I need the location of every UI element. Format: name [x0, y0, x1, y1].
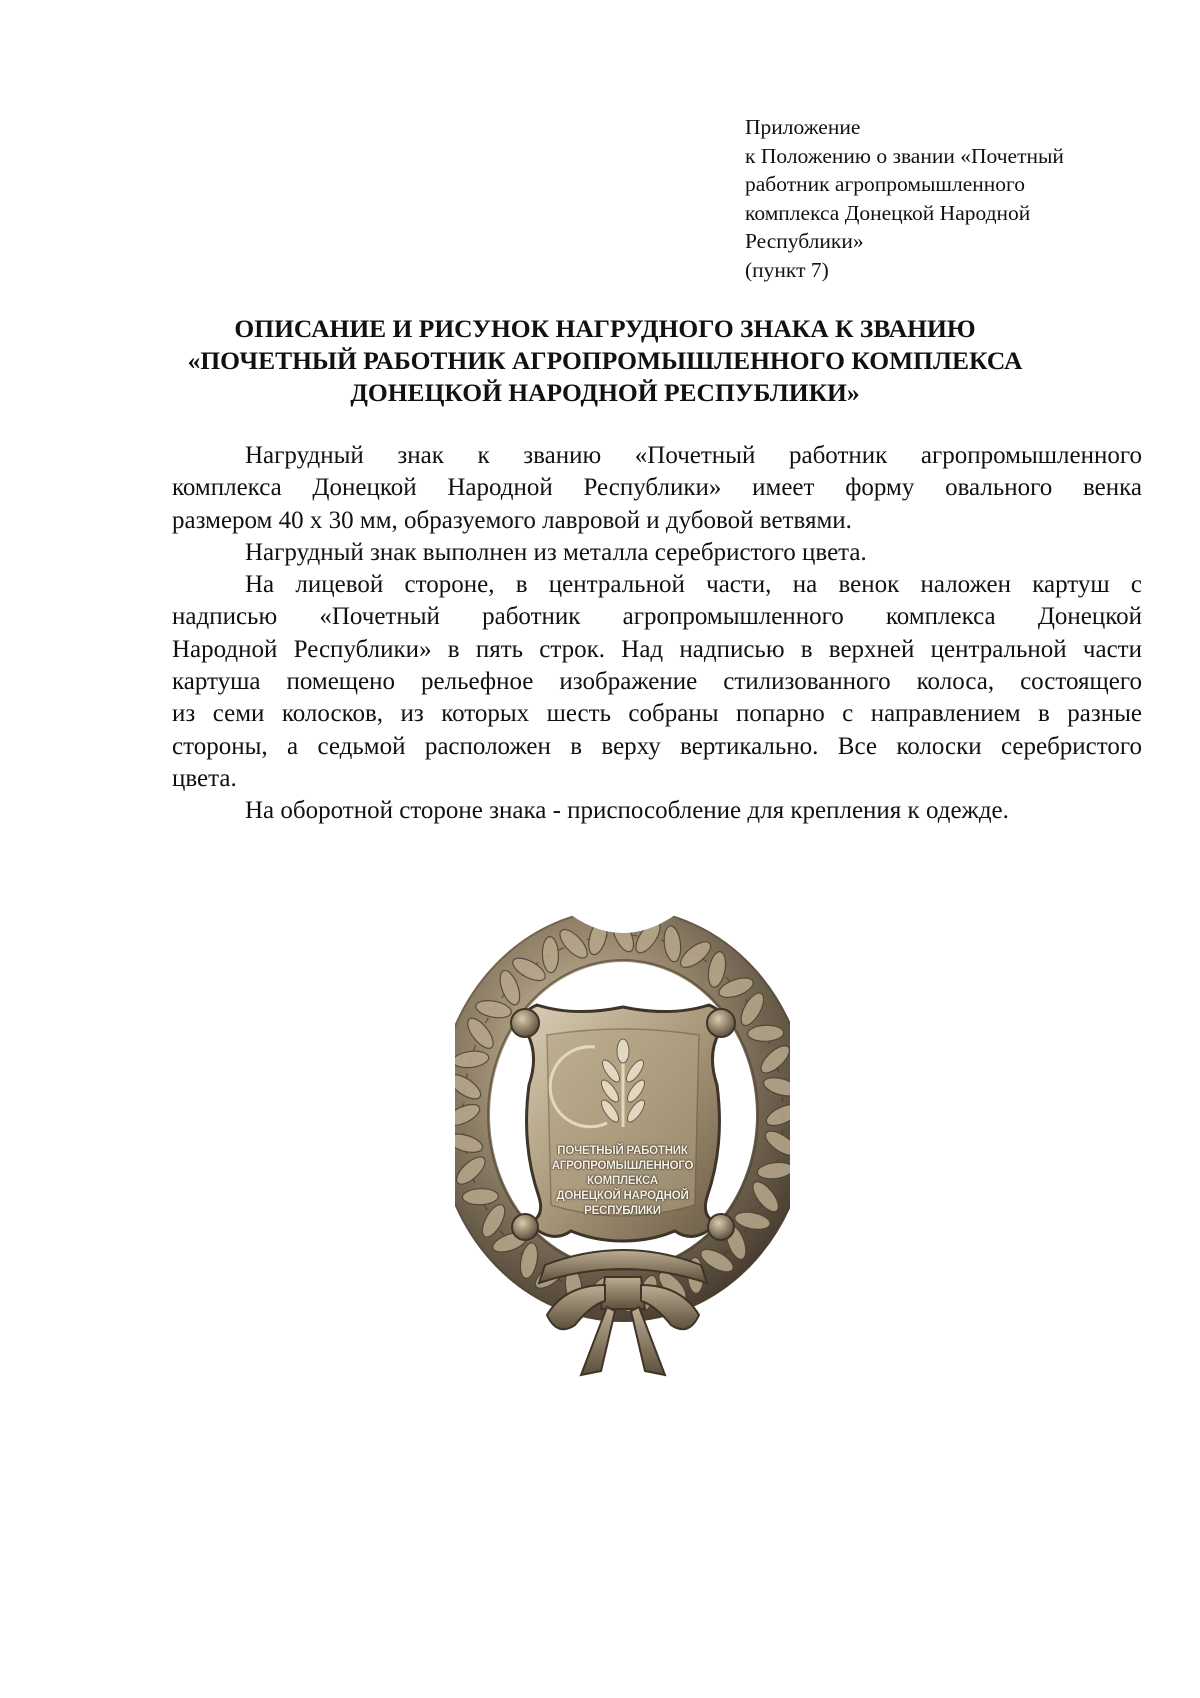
appendix-line: (пункт 7) — [745, 257, 829, 282]
paragraph-line: На оборотной стороне знака - приспособление для крепления к одежде. — [245, 797, 1009, 825]
appendix-line: работник агропромышленного — [745, 172, 1026, 196]
paragraph-line: Нагрудный знак выполнен из металла серебристого цвета. — [245, 538, 867, 566]
appendix-line: комплекса Донецкой Народной — [745, 200, 1031, 225]
paragraph-line: стороны, а седьмой расположен в верху вертикально. Все колоски серебристого — [172, 732, 1142, 760]
document-title — [150, 313, 1060, 409]
paragraph-line: из семи колосков, из которых шесть собраны попарно с направлением в разные — [172, 700, 1142, 728]
inscription-line: РЕСПУБЛИКИ — [584, 1205, 661, 1217]
appendix-line: Приложение — [745, 115, 861, 139]
inscription-line: АГРОПРОМЫШЛЕННОГО — [551, 1160, 694, 1172]
inscription-line: ПОЧЕТНЫЙ РАБОТНИК — [557, 1145, 688, 1157]
title-line: ДОНЕЦКОЙ НАРОДНОЙ РЕСПУБЛИКИ» — [350, 378, 860, 407]
title-line: «ПОЧЕТНЫЙ РАБОТНИК АГРОПРОМЫШЛЕННОГО КОМПЛЕКСА — [187, 346, 1023, 375]
paragraph-line: На лицевой стороне, в центральной части, на венок наложен картуш с — [245, 571, 1142, 599]
paragraph-line: Нагрудный знак к званию «Почетный работник агропромышленного — [245, 442, 1142, 469]
paragraph-line: надписью «Почетный работник агропромышленного комплекса Донецкой — [172, 603, 1142, 631]
paragraph-line: комплекса Донецкой Народной Республики» имеет форму овального венка — [172, 474, 1142, 502]
inscription-line: ДОНЕЦКОЙ НАРОДНОЙ — [556, 1190, 689, 1202]
title-line: ОПИСАНИЕ И РИСУНОК НАГРУДНОГО ЗНАКА К ЗВАНИЮ — [234, 314, 976, 343]
badge-image — [455, 905, 790, 1395]
appendix-line: Республики» — [745, 229, 864, 253]
description-text — [172, 440, 1142, 828]
paragraph-line: цвета. — [172, 764, 237, 792]
appendix-block — [745, 113, 1165, 284]
paragraph-line: размером 40 х 30 мм, образуемого лавровой и дубовой ветвями. — [172, 506, 852, 534]
paragraph-line: картуша помещено рельефное изображение стилизованного колоса, состоящего — [172, 668, 1142, 696]
appendix-line: к Положению о звании «Почетный — [745, 143, 1064, 168]
paragraph-line: Народной Республики» в пять строк. Над надписью в верхней центральной части — [172, 635, 1142, 663]
inscription-line: КОМПЛЕКСА — [587, 1175, 658, 1187]
